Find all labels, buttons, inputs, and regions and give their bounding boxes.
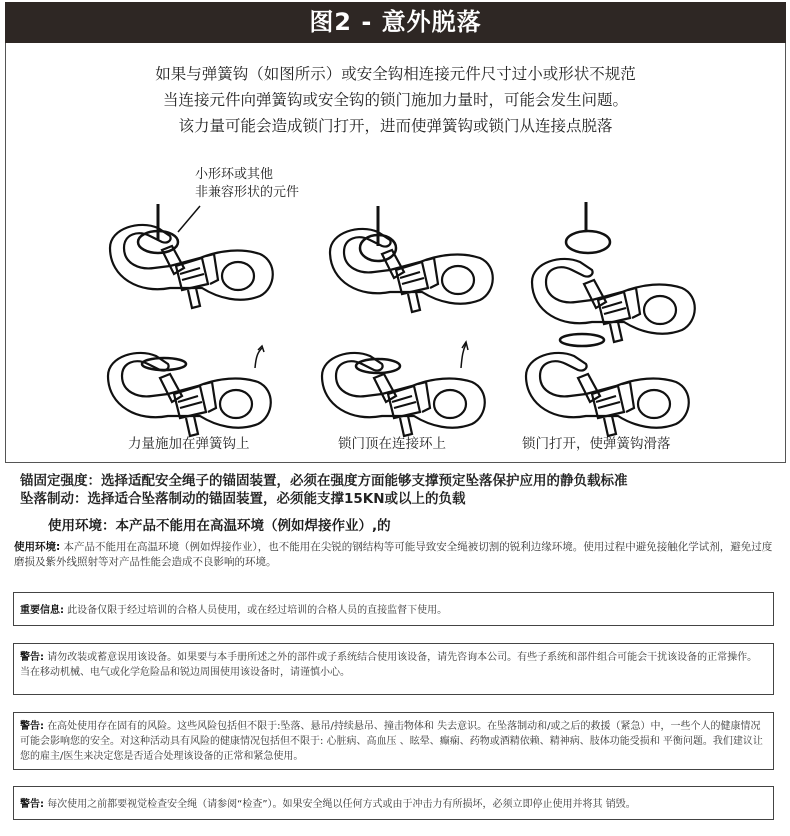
- notice-text: 请勿改装或蓄意误用该设备。如果要与本手册所述之外的部件或子系统结合使用该设备，请先咨询本公司。有些子系统和部件组合可能会干扰该设备的正常操作。当在移动机械、电气或化学危险品和锐边周围使用该设备时，请谨慎小心。: [20, 652, 758, 678]
- hook-drawing-6: [526, 334, 689, 436]
- notice-text: 此设备仅限于经过培训的合格人员使用，或在经过培训的合格人员的直接监督下使用。: [67, 605, 448, 616]
- callout-label: [195, 166, 299, 202]
- figure-title: 图2 - 意外脱落: [5, 2, 786, 43]
- caption-gate-open: 锁门打开，使弹簧钩滑落: [522, 436, 671, 452]
- notice-warning-modify: [13, 643, 774, 695]
- intro-line: 如果与弹簧钩（如图所示）或安全钩相连接元件尺寸过小或形状不规范: [155, 65, 636, 83]
- hook-drawing-1: [110, 204, 273, 308]
- notice-warning-height: [13, 712, 774, 770]
- env-text: 本产品不能用在高温环境（例如焊接作业），也不能用在尖锐的钢结构等可能导致安全绳被切割的锐利边缘环境。使用过程中避免接触化学试剂，避免过度磨损及紫外线照射等对产品性能会造成不良影响的环境。: [14, 541, 773, 568]
- notice-text: 在高处使用存在固有的风险。这些风险包括但不限于:坠落、悬吊/持续悬吊、撞击物体和 失去意识。在坠落制动和/或之后的救援（紧急）中，一些个人的健康情况可能会影响您的安全。对这种活动具有风险的健康情况包括但不限于: 心脏病、高血压 、眩晕、癫痫、药物或酒精依赖、精神病、肢体功能受损和 平衡问题。我们建议让您的雇主/医生来决定您是否适合处理该设备的正常和紧急使用。: [20, 721, 763, 762]
- callout-pointer: [178, 206, 200, 232]
- fall-arrest: 坠落制动：选择适合坠落制动的锚固装置，必须能支撑15KN或以上的负载: [20, 491, 466, 507]
- callout-line: 小形环或其他: [195, 167, 274, 182]
- notice-text: 每次使用之前都要视觉检查安全绳（请参阅“检查”）。如果安全绳以任何方式或由于冲击力有所损坏，必须立即停止使用并将其 销毁。: [47, 799, 636, 810]
- hook-drawing-5: [322, 342, 485, 436]
- intro-line: 当连接元件向弹簧钩或安全钩的锁门施加力量时，可能会发生问题。: [162, 91, 628, 109]
- notice-label: 警告:: [20, 652, 44, 663]
- intro-line: 该力量可能会造成锁门打开，进而使弹簧钩或锁门从连接点脱落: [178, 117, 613, 135]
- hook-drawing-3: [532, 202, 695, 342]
- env-paragraph: [14, 540, 780, 570]
- hook-drawing-4: [108, 346, 271, 436]
- caption-force-applied: 力量施加在弹簧钩上: [128, 436, 250, 452]
- notice-warning-inspect: [13, 786, 774, 820]
- caption-gate-pressed: 锁门顶在连接环上: [338, 436, 446, 452]
- anchor-requirements: [20, 472, 628, 508]
- callout-line: 非兼容形状的元件: [195, 185, 300, 200]
- notice-important: [13, 592, 774, 626]
- notice-label: 警告:: [20, 799, 44, 810]
- env-label: 使用环境:: [14, 541, 61, 553]
- notice-label: 重要信息:: [20, 605, 64, 616]
- anchor-strength: 锚固定强度：选择适配安全绳子的锚固装置，必须在强度方面能够支撑预定坠落保护应用的静负载标准: [20, 473, 628, 489]
- hook-drawing-2: [330, 206, 493, 312]
- notice-label: 警告:: [20, 721, 44, 732]
- env-heading: 使用环境：本产品不能用在高温环境（例如焊接作业）,的: [48, 518, 391, 534]
